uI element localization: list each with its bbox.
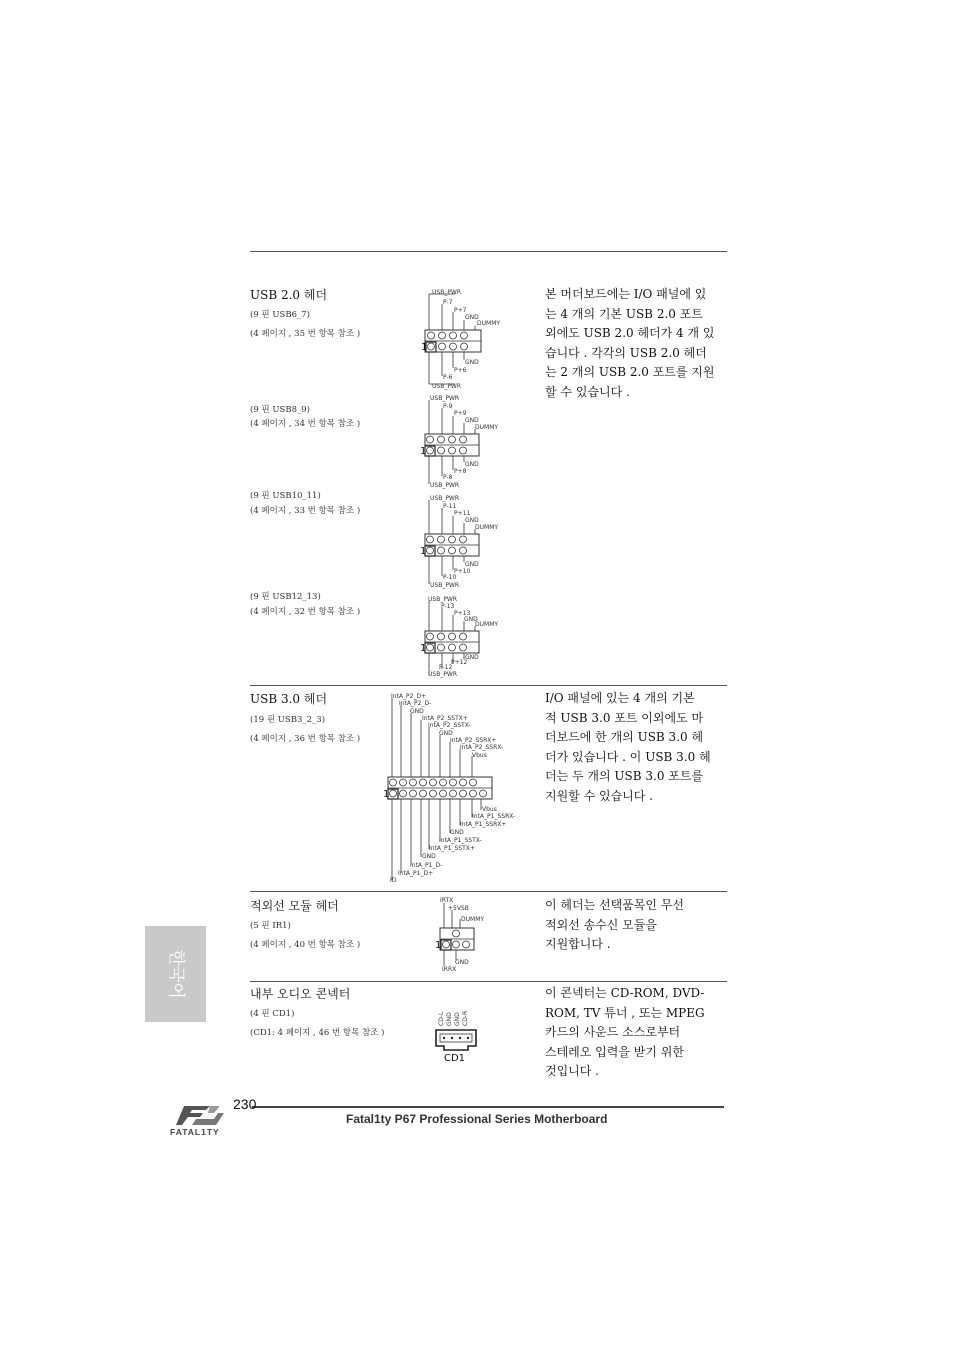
fatal1ty-logo-text: FATAL1TY xyxy=(170,1127,220,1137)
usb30-title: USB 3.0 헤더 xyxy=(250,692,328,706)
usb20-g3-label-0: USB_PWR xyxy=(430,495,460,502)
usb20-g1-label-1: P-7 xyxy=(443,299,453,306)
pin-one-marker: 1 xyxy=(383,789,390,800)
usb30-top-label-3: IntA_P2_SSTX+ xyxy=(422,715,468,722)
usb20-g4-label-2: P+13 xyxy=(454,610,471,617)
usb20-g3-label-6: P+10 xyxy=(454,568,471,575)
usb20-g1-page: (4 페이지 , 35 번 항목 참조 ) xyxy=(250,329,361,339)
usb20-g3-label-4: DUMMY xyxy=(475,524,499,531)
ir-label-1: +5VSB xyxy=(448,905,469,912)
usb30-top-label-6: IntA_P2_SSRX+ xyxy=(450,737,497,744)
cd-pin-label-0: CD-L xyxy=(438,1011,445,1026)
usb20-g3-label-1: P-11 xyxy=(443,503,457,510)
pin-one-marker: 1 xyxy=(421,342,428,353)
cd-pin-label-3: CD-R xyxy=(462,1010,469,1026)
usb20-header-diagram-4 xyxy=(415,593,515,683)
usb20-g1-label-4: DUMMY xyxy=(477,320,501,327)
ir-description: 이 헤더는 선택품목인 무선 적외선 송수신 모듈을 지원합니다 . xyxy=(545,898,684,951)
cd-pin-label-2: GND xyxy=(454,1012,461,1026)
usb30-bottom-label-8: IntA_P1_D+ xyxy=(398,870,434,877)
usb20-g2-label-0: USB_PWR xyxy=(430,395,460,402)
usb20-g3-label-3: GND xyxy=(465,517,479,524)
usb30-bottom-label-1: IntA_P1_SSRX- xyxy=(472,813,516,820)
usb30-header-diagram xyxy=(382,690,522,886)
usb20-header-diagram-1 xyxy=(415,286,515,392)
ir-label-0: IRTX xyxy=(440,897,454,904)
usb30-description: I/O 패널에 있는 4 개의 기본 적 USB 3.0 포트 이외에도 마 더보드에 한 개의 USB 3.0 헤 더가 있습니다 . 이 USB 3.0 헤 더는 두 개의 USB 3.0 포트를 지원할 수 있습니다 . xyxy=(545,691,711,803)
usb30-top-label-1: IntA_P2_D- xyxy=(399,700,432,707)
usb30-bottom-label-7: IntA_P1_D- xyxy=(410,862,443,869)
usb30-top-label-8: Vbus xyxy=(472,752,487,759)
usb30-top-label-5: GND xyxy=(439,730,453,737)
cd-title: 내부 오디오 콘넥터 xyxy=(250,987,351,1001)
usb30-top-label-4: IntA_P2_SSTX- xyxy=(428,722,471,729)
pin-one-marker: 1 xyxy=(420,643,427,654)
usb20-g4-label-1: P-13 xyxy=(441,603,455,610)
usb20-g4-label-8: USB_PWR xyxy=(428,671,458,678)
usb20-header-diagram-2 xyxy=(415,392,515,492)
usb30-bottom-label-4: IntA_P1_SSTX- xyxy=(439,837,482,844)
usb20-description: 본 머더보드에는 I/O 패널에 있 는 4 개의 기본 USB 2.0 포트 외에도 USB 2.0 헤더가 4 개 있 습니다 . 각각의 USB 2.0 헤더 는 2 개의 USB 2.0 포트를 지원 할 수 있습니다 . xyxy=(545,287,715,399)
ir-header-diagram xyxy=(432,894,502,974)
page-number: 230 xyxy=(233,1096,257,1112)
usb30-top-label-0: IntA_P2_D+ xyxy=(391,693,427,700)
usb20-g3-page: (4 페이지 , 33 번 항목 참조 ) xyxy=(250,506,361,516)
usb20-g2-label-6: P+8 xyxy=(454,468,467,475)
ir-label-4: IRRX xyxy=(442,966,457,973)
usb20-g3-label-8: USB_PWR xyxy=(430,582,460,589)
cd-pin: (4 핀 CD1) xyxy=(250,1009,295,1019)
usb20-g2-page: (4 페이지 , 34 번 항목 참조 ) xyxy=(250,419,361,429)
usb20-g1-label-6: P+6 xyxy=(454,367,467,374)
language-side-tab xyxy=(145,926,206,1022)
usb30-top-label-2: GND xyxy=(410,708,424,715)
usb20-g1-pin: (9 핀 USB6_7) xyxy=(250,310,310,320)
usb20-g4-label-4: DUMMY xyxy=(475,621,499,628)
usb20-g4-page: (4 페이지 , 32 번 항목 참조 ) xyxy=(250,607,361,617)
usb30-divider xyxy=(250,685,727,686)
usb20-g3-pin: (9 핀 USB10_11) xyxy=(250,491,321,501)
usb20-g3-label-7: P-10 xyxy=(443,574,457,581)
usb20-g2-pin: (9 핀 USB8_9) xyxy=(250,405,310,415)
usb20-g4-label-6: P+12 xyxy=(451,659,468,666)
footer-divider xyxy=(252,1106,724,1108)
cd-divider xyxy=(250,981,727,982)
pin-one-marker: 1 xyxy=(435,940,442,951)
usb20-g4-label-3: GND xyxy=(464,616,478,623)
usb30-bottom-label-5: IntA_P1_SSTX+ xyxy=(429,845,475,852)
usb20-g2-label-3: GND xyxy=(465,417,479,424)
language-tab-text xyxy=(163,949,189,998)
top-divider xyxy=(250,251,727,252)
pin-one-marker: 1 xyxy=(420,446,427,457)
usb20-g1-label-7: P-6 xyxy=(443,374,453,381)
usb20-g1-label-0: USB_PWR xyxy=(432,289,462,296)
usb20-g3-label-5: GND xyxy=(465,561,479,568)
usb20-g4-label-7: P-12 xyxy=(439,664,453,671)
usb20-g1-label-8: USB_PWR xyxy=(432,383,462,390)
usb30-top-label-7: IntA_P2_SSRX- xyxy=(460,744,504,751)
usb20-g4-label-5: GND xyxy=(465,654,479,661)
cd-page: (CD1: 4 페이지 , 46 번 항목 참조 ) xyxy=(250,1028,385,1038)
cd-description: 이 콘넥터는 CD-ROM, DVD- ROM, TV 튜너 , 또는 MPEG 카드의 사운드 소스로부터 스테레오 입력을 받기 위한 것입니다 . xyxy=(545,986,705,1078)
usb30-bottom-label-0: Vbus xyxy=(482,806,497,813)
usb30-pin: (19 핀 USB3_2_3) xyxy=(250,715,326,725)
usb20-g1-label-5: GND xyxy=(465,359,479,366)
ir-label-3: GND xyxy=(455,959,469,966)
usb20-g2-label-4: DUMMY xyxy=(475,424,499,431)
usb20-g2-label-1: P-9 xyxy=(443,403,453,410)
usb20-g2-label-8: USB_PWR xyxy=(430,482,460,489)
footer-title: Fatal1ty P67 Professional Series Motherboard xyxy=(346,1112,608,1126)
usb20-g4-label-0: USB_PWR xyxy=(428,596,458,603)
cd-pin-label-1: GND xyxy=(446,1012,453,1026)
usb20-g2-label-5: GND xyxy=(465,461,479,468)
cd1-connector-diagram xyxy=(432,998,492,1066)
cd1-label: CD1 xyxy=(444,1053,466,1064)
pin-one-marker: 1 xyxy=(420,546,427,557)
ir-label-2: DUMMY xyxy=(461,916,485,923)
fatal1ty-logo xyxy=(170,1102,230,1140)
ir-title: 적외선 모듈 헤더 xyxy=(250,899,339,913)
usb30-bottom-label-6: GND xyxy=(422,853,436,860)
usb20-g2-label-2: P+9 xyxy=(454,410,467,417)
usb20-g2-label-7: P-8 xyxy=(443,474,453,481)
usb20-header-diagram-3 xyxy=(415,492,515,592)
usb20-g1-label-3: GND xyxy=(465,314,479,321)
fatal1ty-logo-mark-icon xyxy=(170,1102,230,1128)
usb30-bottom-label-2: IntA_P1_SSRX+ xyxy=(460,821,507,828)
usb20-title: USB 2.0 헤더 xyxy=(250,288,328,302)
usb20-g4-pin: (9 핀 USB12_13) xyxy=(250,592,321,602)
ir-divider xyxy=(250,891,727,892)
usb30-bottom-label-3: GND xyxy=(450,829,464,836)
usb30-bottom-label-9: ID xyxy=(390,877,397,884)
ir-page: (4 페이지 , 40 번 항목 참조 ) xyxy=(250,940,361,950)
usb30-page: (4 페이지 , 36 번 항목 참조 ) xyxy=(250,734,361,744)
ir-pin: (5 핀 IR1) xyxy=(250,921,291,931)
language-tab-label: 한국어 xyxy=(165,949,186,999)
usb20-g1-label-2: P+7 xyxy=(454,307,467,314)
usb20-g3-label-2: P+11 xyxy=(454,510,471,517)
